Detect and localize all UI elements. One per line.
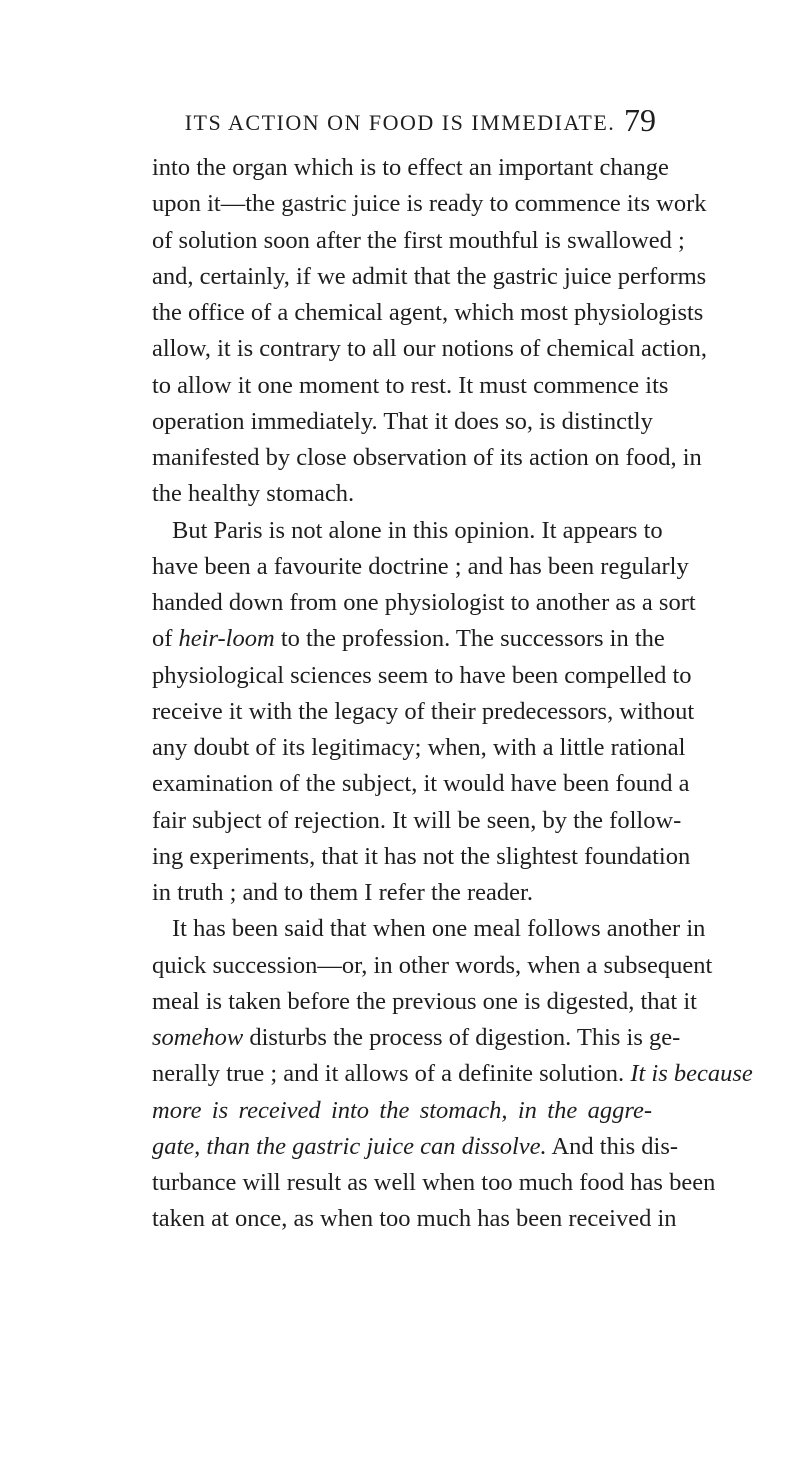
text-line: taken at once, as when too much has been received in (152, 1205, 677, 1233)
text-line: manifested by close observation of its action on food, in (152, 444, 702, 471)
text-line: upon it—the gastric juice is ready to commence its work (152, 190, 707, 218)
text-line: fair subject of rejection. It will be seen, by the follow- (152, 806, 682, 834)
text-line: It has been said that when one meal follows another in (172, 915, 706, 943)
italic-term: more is received into the stomach, in the aggre- (152, 1096, 652, 1124)
text-fragment: to the profession. The successors in the (280, 625, 665, 653)
italic-term: gate, than the gastric juice can dissolve. (152, 1132, 547, 1160)
text-line: allow, it is contrary to all our notions of chemical action, (152, 335, 707, 363)
text-line: examination of the subject, it would have been found a (152, 770, 690, 798)
text-line: and, certainly, if we admit that the gastric juice performs (152, 262, 707, 290)
text-fragment: disturbs the process of digestion. This is ge- (249, 1024, 681, 1051)
page-header (0, 100, 800, 140)
body-text (152, 150, 753, 1238)
text-line (152, 1056, 753, 1092)
text-line: operation immediately. That it does so, is distinctly (152, 407, 653, 435)
text-fragment: And this dis- (551, 1132, 679, 1160)
italic-term: somehow (152, 1024, 244, 1051)
text-line: have been a favourite doctrine ; and has been regularly (152, 552, 689, 580)
text-line: any doubt of its legitimacy; when, with a little rational (152, 734, 686, 761)
text-fragment: nerally true ; and it allows of a definite solution. (152, 1060, 625, 1088)
text-line: the office of a chemical agent, which most physiologists (152, 299, 704, 326)
italic-term: It is because (630, 1060, 753, 1088)
text-line: the healthy stomach. (152, 480, 355, 508)
text-line: But Paris is not alone in this opinion. It appears to (172, 516, 663, 544)
text-line (152, 1093, 652, 1129)
text-line: in truth ; and to them I refer the reader. (152, 879, 533, 906)
text-line (152, 621, 665, 657)
text-line: meal is taken before the previous one is digested, that it (152, 987, 697, 1015)
text-line: into the organ which is to effect an important change (152, 154, 669, 181)
text-line: ing experiments, that it has not the slightest foundation (152, 842, 691, 870)
text-line: physiological sciences seem to have been compelled to (152, 661, 692, 689)
text-line: quick succession—or, in other words, when a subsequent (152, 951, 713, 979)
italic-term: heir-loom (178, 625, 275, 653)
text-line: turbance will result as well when too much food has been (152, 1169, 716, 1196)
text-line: of solution soon after the first mouthful is swallowed ; (152, 226, 685, 254)
text-line (152, 1020, 681, 1056)
text-line: handed down from one physiologist to another as a sort (152, 589, 696, 616)
text-line (152, 1129, 679, 1165)
page-number: 79 (624, 102, 656, 138)
text-line: receive it with the legacy of their predecessors, without (152, 697, 695, 725)
text-line: to allow it one moment to rest. It must commence its (152, 371, 669, 399)
text-fragment: of (152, 625, 173, 653)
running-title: ITS ACTION ON FOOD IS IMMEDIATE. (184, 110, 616, 135)
